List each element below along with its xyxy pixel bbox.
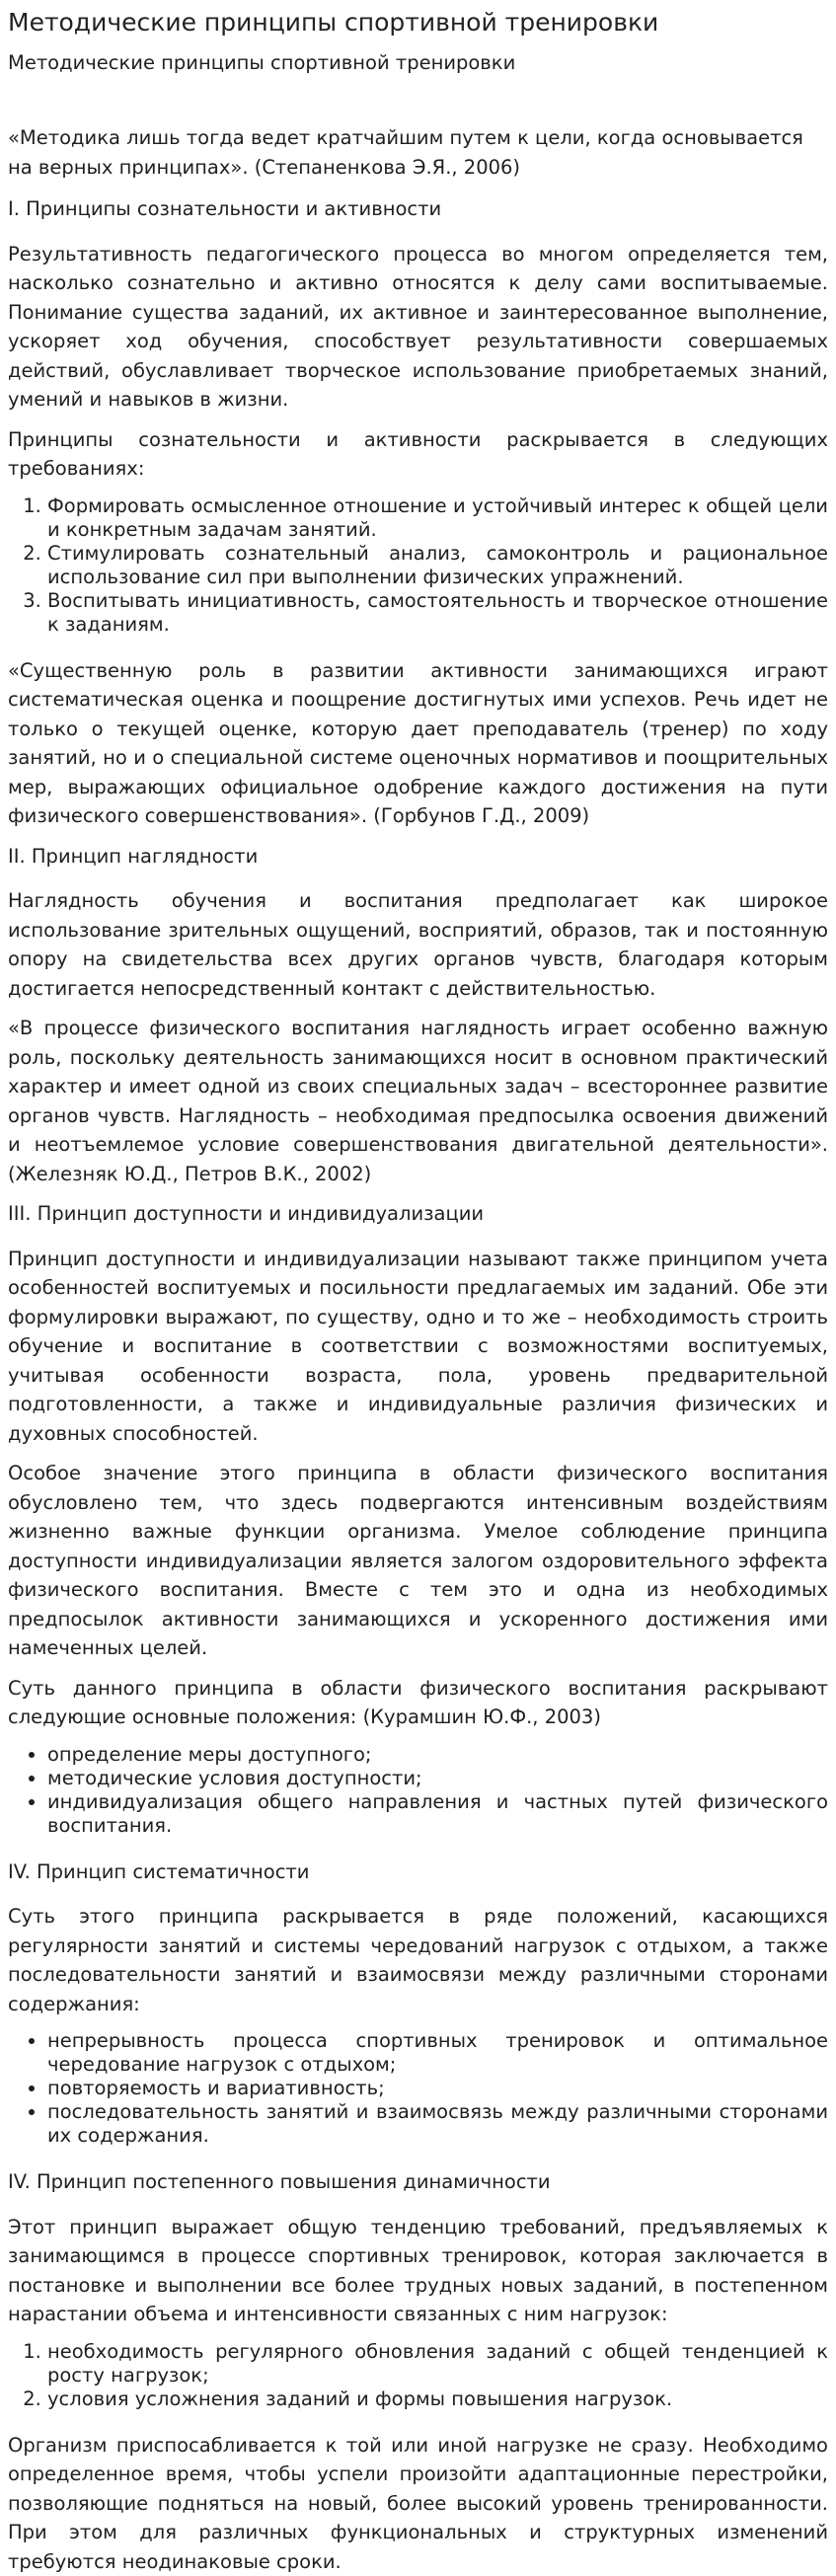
section-heading-3: III. Принцип доступности и индивидуализации bbox=[8, 1199, 828, 1229]
list-item: • последовательность занятий и взаимосвязь между различными сторонами их содержания. bbox=[47, 2100, 828, 2148]
list-item: • определение меры доступного; bbox=[47, 1743, 828, 1767]
requirements-list bbox=[8, 494, 828, 637]
section-heading-2: II. Принцип наглядности bbox=[8, 842, 828, 871]
list-item: 1. Формировать осмысленное отношение и устойчивый интерес к общей цели и конкретным задачам занятий. bbox=[47, 494, 828, 542]
list-item: • методические условия доступности; bbox=[47, 1767, 828, 1790]
paragraph: Суть данного принципа в области физического воспитания раскрывают следующие основные положения: (Курамшин Ю.Ф., 2003) bbox=[8, 1674, 828, 1732]
dynamics-list bbox=[8, 2340, 828, 2411]
list-item: • индивидуализация общего направления и частных путей физического воспитания. bbox=[47, 1790, 828, 1838]
paragraph: Результативность педагогического процесса во многом определяется тем, насколько сознательно и активно относятся к делу сами воспитываемые. Понимание существа заданий, их активное и заинтересованное выполнение, ускоряет ход обучения, способствует результативности совершаемых действий, обуславливает творческое использование приобретаемых знаний, умений и навыков в жизни. bbox=[8, 240, 828, 415]
list-item: 1. необходимость регулярного обновления заданий с общей тенденцией к росту нагрузок; bbox=[47, 2340, 828, 2387]
section-heading-5: IV. Принцип постепенного повышения динамичности bbox=[8, 2167, 828, 2197]
list-item: 2. условия усложнения заданий и формы повышения нагрузок. bbox=[47, 2387, 828, 2411]
section-heading-4: IV. Принцип систематичности bbox=[8, 1857, 828, 1887]
section-heading-1: I. Принципы сознательности и активности bbox=[8, 194, 828, 224]
paragraph: Этот принцип выражает общую тенденцию требований, предъявляемых к занимающимся в процессе спортивных тренировок, которая заключается в постановке и выполнении все более трудных новых заданий, в постепенном нарастании объема и интенсивности связанных с ним нагрузок: bbox=[8, 2213, 828, 2329]
positions-list bbox=[8, 1743, 828, 1838]
page-title: Методические принципы спортивной тренировки bbox=[8, 6, 828, 39]
paragraph: Наглядность обучения и воспитания предполагает как широкое использование зрительных ощущений, восприятий, образов, так и постоянную опору на свидетельства всех других органов чувств, благодаря которым достигается непосредственный контакт с действительностью. bbox=[8, 886, 828, 1003]
quote-paragraph: «Существенную роль в развитии активности занимающихся играют систематическая оценка и поощрение достигнутых ими успехов. Речь идет не только о текущей оценке, которую дает преподаватель (тренер) по ходу занятий, но и о специальной системе оценочных нормативов и поощрительных мер, выражающих официальное одобрение каждого достижения на пути физического совершенствования». (Горбунов Г.Д., 2009) bbox=[8, 656, 828, 831]
paragraph: Особое значение этого принципа в области физического воспитания обусловлено тем, что здесь подвергаются интенсивным воздействиям жизненно важные функции организма. Умелое соблюдение принципа доступности индивидуализации является залогом оздоровительного эффекта физического воспитания. Вместе с тем это и одна из необходимых предпосылок активности занимающихся и ускоренного достижения ими намеченных целей. bbox=[8, 1459, 828, 1663]
epigraph: «Методика лишь тогда ведет кратчайшим путем к цели, когда основывается на верных принципах». (Степаненкова Э.Я., 2006) bbox=[8, 123, 828, 182]
quote-paragraph: «В процессе физического воспитания наглядность играет особенно важную роль, поскольку деятельность занимающихся носит в основном практический характер и имеет одной из своих специальных задач – всестороннее развитие органов чувств. Наглядность – необходимая предпосылка освоения движений и неотъемлемое условие совершенствования двигательной деятельности». (Железняк Ю.Д., Петров В.К., 2002) bbox=[8, 1014, 828, 1188]
systematic-list bbox=[8, 2029, 828, 2148]
paragraph: Принципы сознательности и активности раскрывается в следующих требованиях: bbox=[8, 425, 828, 484]
paragraph: Принцип доступности и индивидуализации называют также принципом учета особенностей воспитуемых и посильности предлагаемых им заданий. Обе эти формулировки выражают, по существу, одно и то же – необходимость строить обучение и воспитание в соответствии с возможностями воспитуемых, учитывая особенности возраста, пола, уровень предварительной подготовленности, а также и индивидуальные различия физических и духовных способностей. bbox=[8, 1245, 828, 1449]
paragraph: Суть этого принципа раскрывается в ряде положений, касающихся регулярности занятий и системы чередований нагрузок с отдыхом, а также последовательности занятий и взаимосвязи между различными сторонами содержания: bbox=[8, 1902, 828, 2018]
list-item: 2. Стимулировать сознательный анализ, самоконтроль и рациональное использование сил при выполнении физических упражнений. bbox=[47, 542, 828, 589]
list-item: 3. Воспитывать инициативность, самостоятельность и творческое отношение к заданиям. bbox=[47, 589, 828, 637]
paragraph: Организм приспосабливается к той или иной нагрузке не сразу. Необходимо определенное время, чтобы успели произойти адаптационные перестройки, позволяющие подняться на новый, более высокий уровень тренированности. При этом для различных функциональных и структурных изменений требуются неодинаковые сроки. bbox=[8, 2431, 828, 2576]
list-item: • непрерывность процесса спортивных тренировок и оптимальное чередование нагрузок с отдыхом; bbox=[47, 2029, 828, 2077]
page-subtitle: Методические принципы спортивной тренировки bbox=[8, 49, 828, 76]
list-item: • повторяемость и вариативность; bbox=[47, 2077, 828, 2100]
